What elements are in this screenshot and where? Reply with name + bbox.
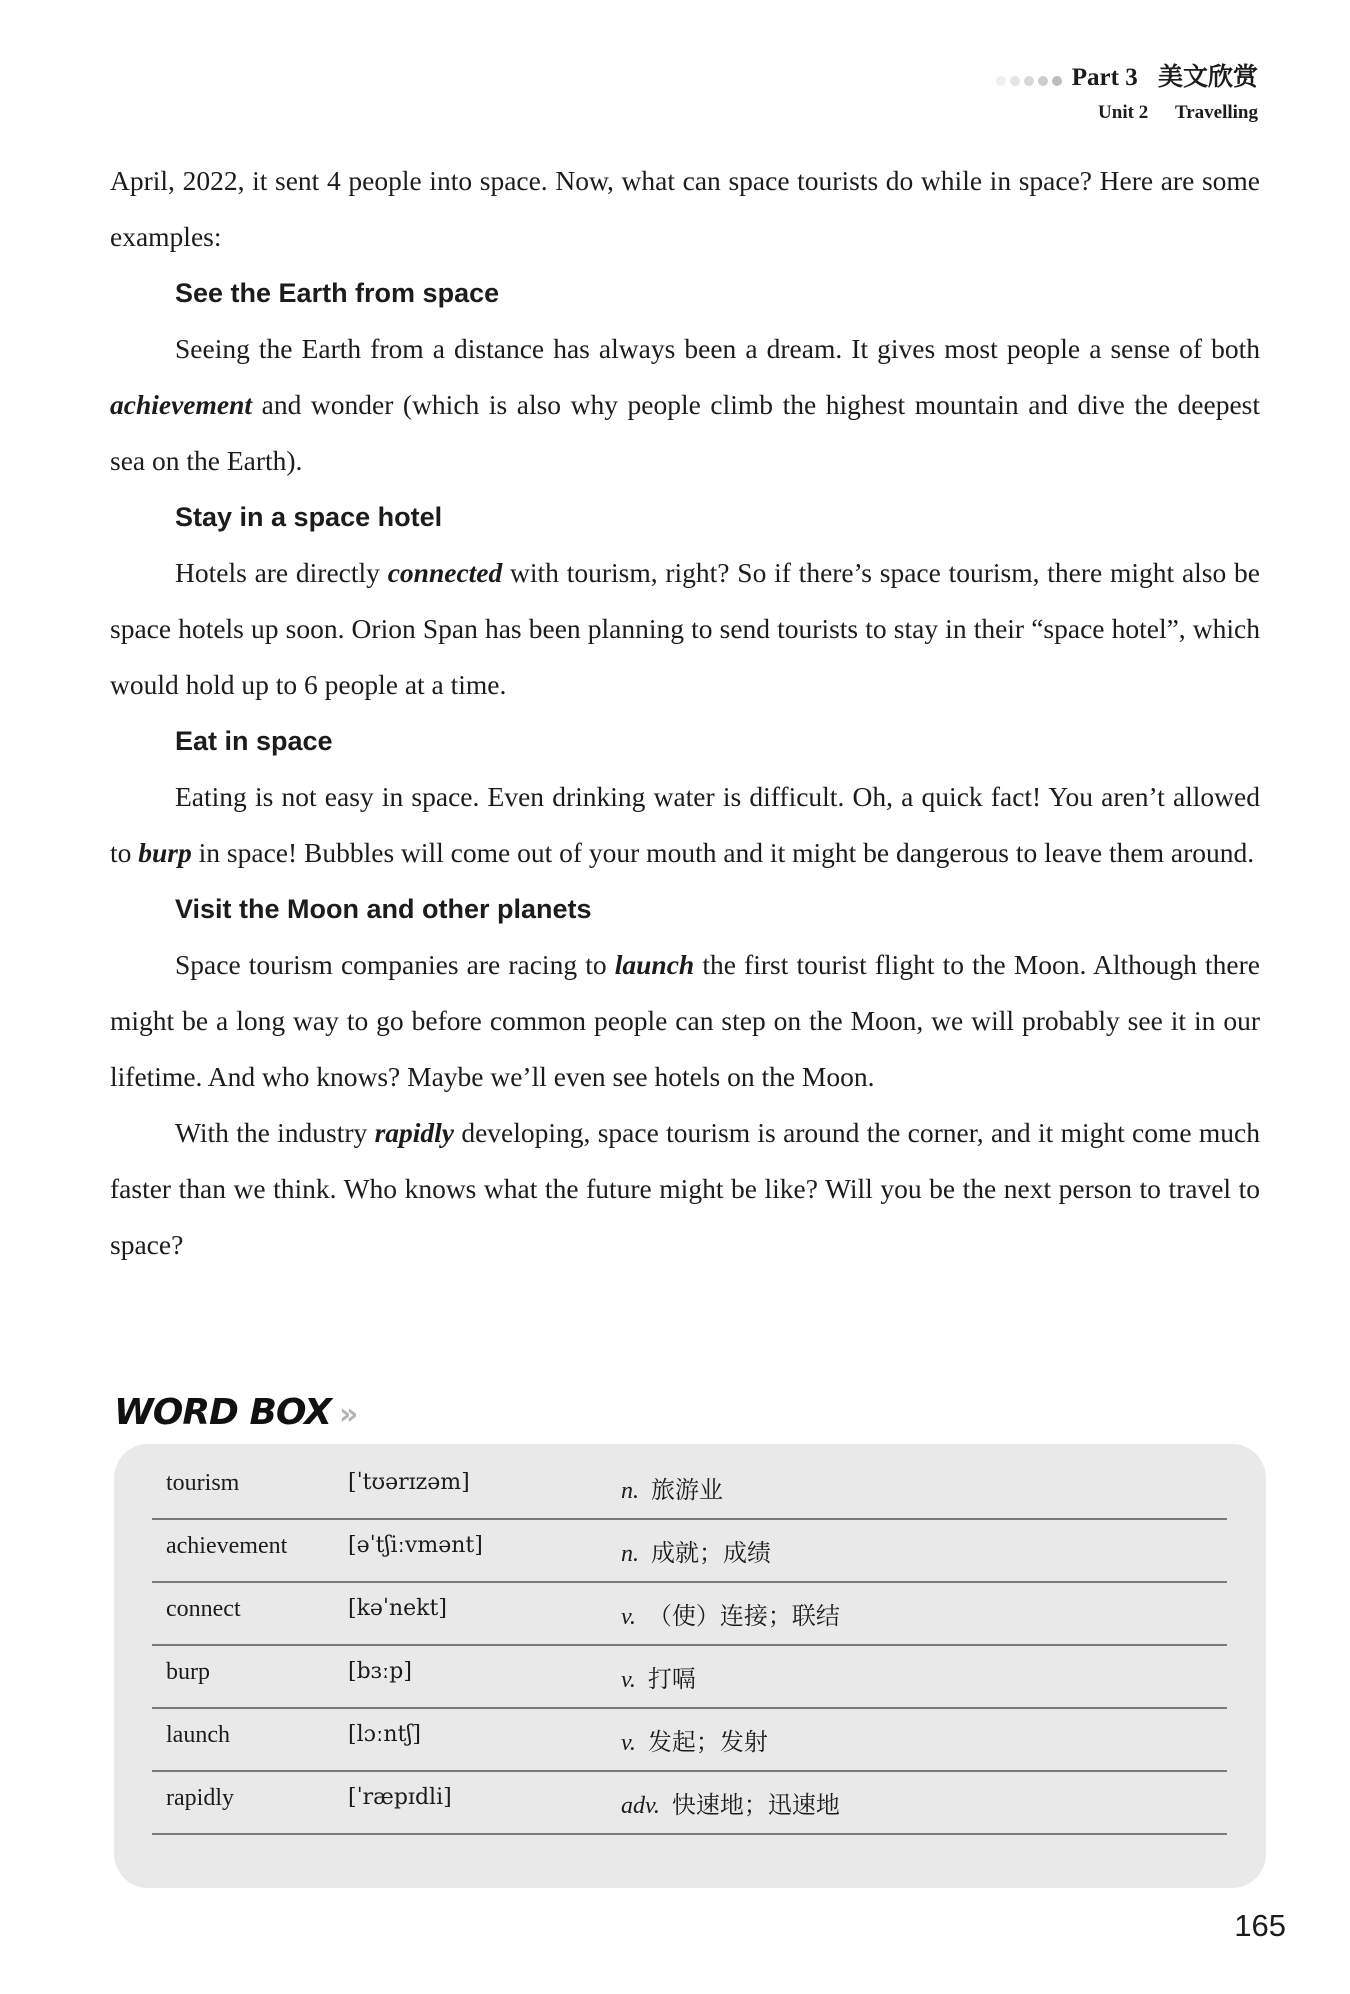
word-definition	[621, 1722, 768, 1757]
word-row	[152, 1456, 1227, 1520]
paragraph-eat	[110, 769, 1260, 881]
word-box	[114, 1444, 1266, 1888]
paragraph-hotel	[110, 545, 1260, 713]
part-of-speech: adv.	[621, 1793, 660, 1819]
word-row	[152, 1708, 1227, 1772]
word-definition	[621, 1470, 723, 1505]
word-definition	[621, 1785, 840, 1820]
paragraph-text: with tourism, right? So if there’s space tourism, there might also be space hotels up soon. Orion Span has been planning to send tourists to stay in their “space hotel”, which would hold up to 6 people at a time.	[110, 557, 1260, 700]
paragraph-text: in space! Bubbles will come out of your mouth and it might be dangerous to leave them around.	[191, 837, 1255, 868]
word-meaning: 成就；成绩	[651, 1541, 771, 1567]
word-row	[152, 1771, 1227, 1835]
section-heading-earth: See the Earth from space	[175, 278, 500, 308]
word-meaning: 旅游业	[651, 1478, 723, 1504]
word-phonetic: [bɜːp]	[348, 1659, 412, 1684]
paragraph-text: With the industry	[175, 1117, 375, 1148]
section-heading-eat: Eat in space	[175, 726, 333, 756]
word-phonetic: [ˈræpɪdli]	[348, 1785, 452, 1810]
keyword-burp: burp	[138, 837, 192, 868]
part-of-speech: n.	[621, 1541, 639, 1567]
paragraph-moon	[110, 937, 1260, 1105]
word-meaning: （使）连接；联结	[647, 1604, 840, 1630]
paragraph-text: the first tourist flight to the Moon. Although there might be a long way to go before common people can step on the Moon, we will probably see it in our lifetime. And who knows? Maybe we’ll even see hotels on the Moon.	[110, 949, 1260, 1092]
keyword-rapidly: rapidly	[374, 1117, 455, 1148]
word-row	[152, 1519, 1227, 1583]
word-definition	[621, 1596, 840, 1631]
article-body	[110, 153, 1260, 1273]
word-meaning: 发起；发射	[647, 1730, 768, 1756]
keyword-launch: launch	[614, 949, 695, 980]
paragraph-text: Hotels are directly	[175, 557, 388, 588]
chevron-right-icon: »	[338, 1397, 354, 1432]
paragraph-text: and wonder (which is also why people climb the highest mountain and dive the deepest sea on the Earth).	[110, 389, 1260, 476]
part-of-speech: v.	[621, 1667, 636, 1693]
header-part-title: 美文欣赏	[1157, 64, 1258, 91]
decorative-dots-icon	[992, 61, 1062, 97]
word-term: burp	[166, 1659, 210, 1685]
word-term: rapidly	[166, 1785, 234, 1811]
section-heading-hotel: Stay in a space hotel	[175, 502, 443, 532]
part-of-speech: n.	[621, 1478, 639, 1504]
word-term: tourism	[166, 1470, 240, 1496]
part-of-speech: v.	[621, 1604, 636, 1630]
paragraph-text: Seeing the Earth from a distance has always been a dream. It gives most people a sense of both	[175, 333, 1260, 364]
header-part-line	[992, 60, 1258, 97]
word-phonetic: [kəˈnekt]	[348, 1596, 447, 1621]
word-box-title	[114, 1392, 353, 1433]
word-term: achievement	[166, 1533, 288, 1559]
part-of-speech: v.	[621, 1730, 636, 1756]
word-row	[152, 1645, 1227, 1709]
keyword-achievement: achievement	[110, 389, 253, 420]
keyword-connected: connected	[387, 557, 503, 588]
page-number: 165	[1234, 1908, 1286, 1943]
running-header	[992, 60, 1258, 127]
header-part: Part 3	[1071, 64, 1138, 91]
word-phonetic: [lɔːntʃ]	[348, 1722, 421, 1747]
paragraph-earth	[110, 321, 1260, 489]
paragraph-text: developing, space tourism is around the corner, and it might come much faster than we think. Who knows what the future might be like? Will you be the next person to travel to space?	[110, 1117, 1261, 1260]
section-heading-moon: Visit the Moon and other planets	[175, 894, 592, 924]
header-unit-line	[992, 99, 1258, 127]
paragraph-text: Eating is not easy in space. Even drinking water is difficult. Oh, a quick fact! You aren’t allowed to	[110, 781, 1260, 868]
header-unit-title: Travelling	[1174, 102, 1258, 124]
paragraph-conclusion	[110, 1105, 1260, 1273]
word-meaning: 快速地；迅速地	[671, 1793, 840, 1819]
word-term: launch	[166, 1722, 230, 1748]
word-definition	[621, 1659, 696, 1694]
word-phonetic: [ˈtʊərɪzəm]	[348, 1470, 470, 1495]
paragraph-text: Space tourism companies are racing to	[175, 949, 615, 980]
word-definition	[621, 1533, 771, 1568]
word-box-title-text: WORD BOX	[114, 1392, 331, 1433]
word-term: connect	[166, 1596, 241, 1622]
word-row	[152, 1582, 1227, 1646]
word-meaning: 打嗝	[647, 1667, 696, 1693]
paragraph-intro: April, 2022, it sent 4 people into space. Now, what can space tourists do while in space? Here are some examples:	[110, 165, 1260, 252]
header-unit: Unit 2	[1098, 102, 1149, 124]
word-phonetic: [əˈtʃiːvmənt]	[348, 1533, 483, 1558]
